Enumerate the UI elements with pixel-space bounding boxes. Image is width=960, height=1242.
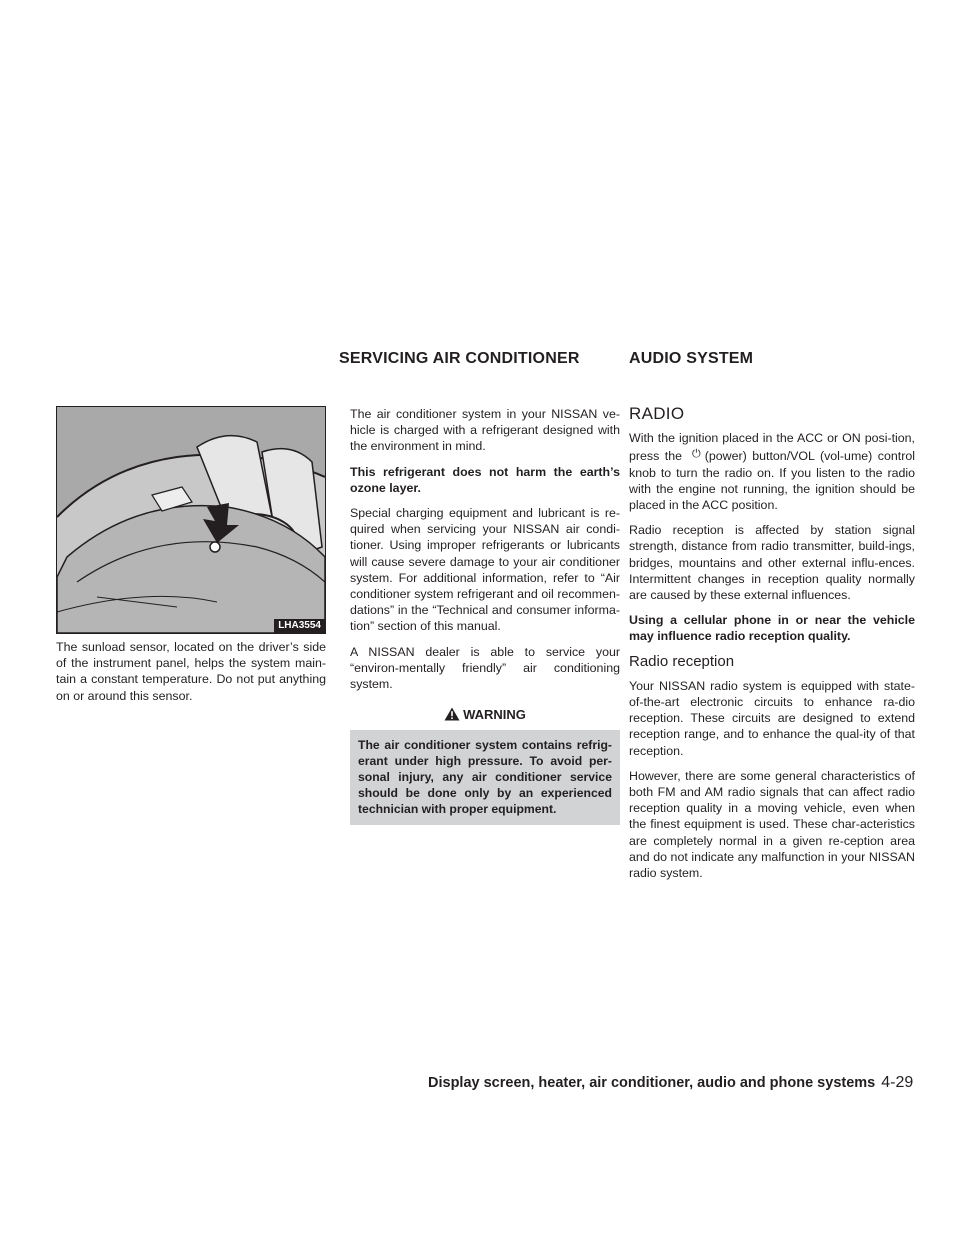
section-heading-audio-system: AUDIO SYSTEM <box>629 350 754 367</box>
sunload-sensor-figure <box>56 406 326 634</box>
column-right <box>629 406 915 890</box>
dealer-paragraph: A NISSAN dealer is able to service your “environ-mentally friendly” air conditioning system. <box>350 644 620 692</box>
cellular-phone-statement: Using a cellular phone in or near the vehicle may influence radio reception quality. <box>629 613 915 644</box>
radio-power-text-a: With the ignition placed in the ACC or ON posi-tion, press the <box>629 431 915 464</box>
column-left <box>56 406 326 713</box>
page-footer <box>428 1074 913 1092</box>
dashboard-illustration <box>57 407 325 633</box>
warning-box <box>350 701 620 825</box>
power-icon: ⏻ <box>692 448 701 461</box>
radio-reception-heading: Radio reception <box>629 652 735 670</box>
figure-caption: LHA3554 <box>274 619 325 633</box>
column-middle <box>350 406 620 825</box>
warning-header <box>350 701 620 730</box>
radio-system-paragraph: Your NISSAN radio system is equipped with state-of-the-art electronic circuits to enhance ra-dio reception. These circuits are designed to extend reception range, and to enhance the qual-ity of that reception. <box>629 678 915 758</box>
reception-affected-paragraph: Radio reception is affected by station signal strength, distance from radio transmitter, build-ings, bridges, mountains and other external influ-ences. Intermittent changes in reception quality normally are caused by these external influences. <box>629 523 915 603</box>
footer-title: Display screen, heater, air conditioner, audio and phone systems <box>428 1075 876 1091</box>
refrigerant-paragraph: The air conditioner system in your NISSAN ve-hicle is charged with a refrigerant designed with the environment in mind. <box>350 407 620 454</box>
warning-text: The air conditioner system contains refrig-erant under high pressure. To avoid per-sonal injury, any air conditioner service should be done only by an experienced technician with proper equipment. <box>358 738 612 817</box>
radio-power-text-b: (power) button/VOL (vol-ume) control knob to turn the radio on. If you listen to the radio with the engine not running, the ignition should be placed in the ACC position. <box>629 449 915 513</box>
warning-triangle-icon <box>444 707 460 725</box>
radio-characteristics-paragraph: However, there are some general characteristics of both FM and AM radio signals that can affect radio reception quality in a moving vehicle, even when the finest equipment is used. These char-acteristics are completely normal in a given re-ception area and do not indicate any malfunction in your NISSAN radio system. <box>629 768 915 881</box>
ozone-statement: This refrigerant does not harm the earth’s ozone layer. <box>350 464 620 495</box>
radio-power-paragraph <box>629 430 915 513</box>
sunload-sensor-paragraph: The sunload sensor, located on the driver’s side of the instrument panel, helps the system main-tain a constant temperature. Do not put anything on or around this sensor. <box>56 640 326 703</box>
page-number: 4-29 <box>881 1074 914 1091</box>
section-heading-servicing-ac: SERVICING AIR CONDITIONER <box>339 350 580 367</box>
charging-paragraph: Special charging equipment and lubricant is re-quired when servicing your NISSAN air condi-tioner. Using improper refrigerants or lubricants will cause severe damage to your air conditioner system. For additional information, refer to “Air conditioner system refrigerant and oil recommen-dations” in the “Technical and consumer informa-tion” section of this manual. <box>350 506 620 634</box>
radio-heading: RADIO <box>629 404 685 423</box>
warning-title: WARNING <box>463 707 526 723</box>
